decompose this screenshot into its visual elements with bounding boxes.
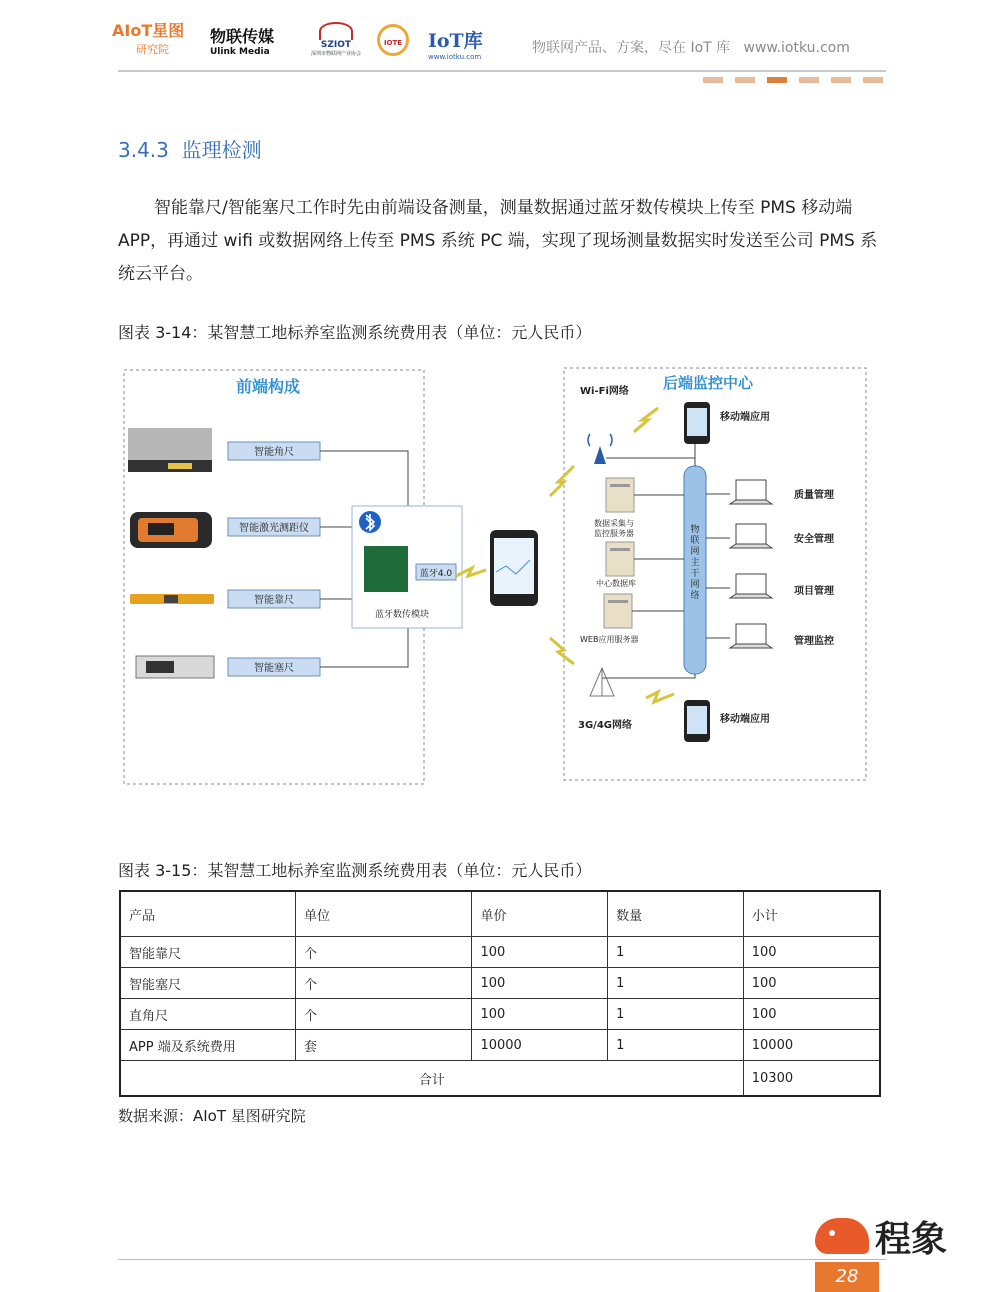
page-number: 28 [815,1262,879,1292]
iote-logo-text: IOTE [383,39,403,47]
cellular-label: 3G/4G网络 [578,720,632,731]
table-cell: 100 [743,937,880,968]
client-label: 管理监控 [794,636,834,647]
smartphone-icon [684,402,710,444]
table-cell: 智能塞尺 [120,968,296,999]
table-cell: 10000 [743,1030,880,1061]
footer-divider [118,1259,886,1260]
wifi-antenna-icon [588,434,612,464]
cost-table [119,890,881,1097]
mobile-app-label: 移动端应用 [720,412,770,423]
front-title: 前端构成 [235,377,301,396]
header-dash [767,77,787,83]
server-icon [606,542,634,576]
table-cell: 1 [608,937,744,968]
table-header-cell: 数量 [608,891,744,937]
table-header-cell: 单价 [472,891,608,937]
client-label: 安全管理 [794,534,834,545]
sziot-logo-bottom: 深圳市物联网产业协会 [310,51,361,57]
watermark-text: 程象 [875,1218,948,1260]
device-label: 智能塞尺 [254,663,294,674]
device-label: 智能靠尺 [254,595,294,606]
table-total-label: 合计 [120,1061,743,1097]
data-source: 数据来源：AIoT 星图研究院 [118,1107,306,1125]
device-image-feeler [136,656,214,678]
table-row [120,999,880,1030]
table-header-cell: 单位 [296,891,472,937]
table-cell: 1 [608,968,744,999]
header-dash [863,77,883,83]
smartphone-icon [684,700,710,742]
sziot-logo-top: SZIOT [320,40,352,50]
device-image-level [130,594,214,604]
watermark [815,1214,947,1258]
table-cell: 100 [472,968,608,999]
header-dash [831,77,851,83]
table-row [120,937,880,968]
table-cell: 100 [743,999,880,1030]
server-icon [606,478,634,512]
table-cell: 100 [472,999,608,1030]
laptop-icon [730,480,772,504]
cell-tower-icon [590,668,614,696]
table-cell: 智能靠尺 [120,937,296,968]
wireless-signal-icon [646,692,674,702]
aiot-logo-bottom: 研究院 [136,43,169,56]
table-cell: 100 [743,968,880,999]
table-cell: 1 [608,999,744,1030]
device-label: 智能激光测距仪 [239,523,309,534]
table-header-cell: 小计 [743,891,880,937]
device-label: 智能角尺 [254,447,294,458]
sziot-logo [302,22,370,57]
back-title: 后端监控中心 [662,374,754,392]
laptop-icon [730,624,772,648]
iotku-logo-top: IoT库 [428,30,483,52]
table-row [120,968,880,999]
table-total-row [120,1061,880,1097]
aiot-logo [112,18,192,62]
client-label: 项目管理 [794,586,834,597]
table-cell: 个 [296,999,472,1030]
table-cell: 个 [296,968,472,999]
table-cell: 个 [296,937,472,968]
section-heading: 3.4.3 监理检测 [118,138,262,162]
section-paragraph: 智能靠尺/智能塞尺工作时先由前端设备测量，测量数据通过蓝牙数传模块上传至 PMS 移动端 APP，再通过 wifi 或数据网络上传至 PMS 系统 PC 端，实现了现场测量数据实时发送至公司 PMS 系统云平台。 [118,198,878,284]
header-dash [735,77,755,83]
bluetooth-version-label: 蓝牙4.0 [419,569,453,579]
table-cell: 100 [472,937,608,968]
table-cell: 直角尺 [120,999,296,1030]
table-header-row [120,891,880,937]
mobile-app-label: 移动端应用 [720,714,770,725]
elephant-icon [815,1218,869,1254]
client-label: 质量管理 [794,490,834,501]
header-dash [799,77,819,83]
iote-logo [377,24,409,56]
iotku-logo [428,26,498,61]
laptop-icon [730,524,772,548]
wireless-signal-icon [550,466,574,496]
server-label: 数据采集与监控服务器 [594,519,634,538]
laptop-icon [730,574,772,598]
wireless-signal-icon [634,408,658,432]
backbone-label: 物联网主干网络 [690,525,700,601]
bluetooth-chip [364,546,408,592]
system-diagram [118,362,882,798]
module-label: 蓝牙数传模块 [374,610,430,620]
table-row [120,1030,880,1061]
ulink-logo-top: 物联传媒 [210,27,275,46]
ulink-logo [210,24,290,57]
header-slogan: 物联网产品、方案，尽在 IoT 库 www.iotku.com [532,40,850,56]
sziot-emblem-icon [319,22,353,40]
device-image-angle [128,428,212,472]
table-header-cell: 产品 [120,891,296,937]
ulink-logo-bottom: Ulink Media [210,47,270,57]
table-cell: 套 [296,1030,472,1061]
header-dash [703,77,723,83]
wireless-signal-icon [550,638,574,664]
wifi-label: Wi-Fi网络 [580,386,629,397]
server-label: 中心数据库 [596,579,636,588]
figure1-caption: 图表 3-14：某智慧工地标养室监测系统费用表（单位：元人民币） [118,323,592,342]
table-cell: 10000 [472,1030,608,1061]
device-image-laser [130,512,212,548]
table-cell: APP 端及系统费用 [120,1030,296,1061]
aiot-logo-top: AIoT星图 [112,21,185,40]
server-icon [604,594,632,628]
figure2-caption: 图表 3-15：某智慧工地标养室监测系统费用表（单位：元人民币） [118,861,592,880]
smartphone-icon [490,530,538,606]
server-label: WEB应用服务器 [580,635,639,644]
header-divider [118,70,886,72]
iotku-logo-bottom: www.iotku.com [428,53,482,61]
table-cell: 1 [608,1030,744,1061]
table-total-value: 10300 [743,1061,880,1097]
